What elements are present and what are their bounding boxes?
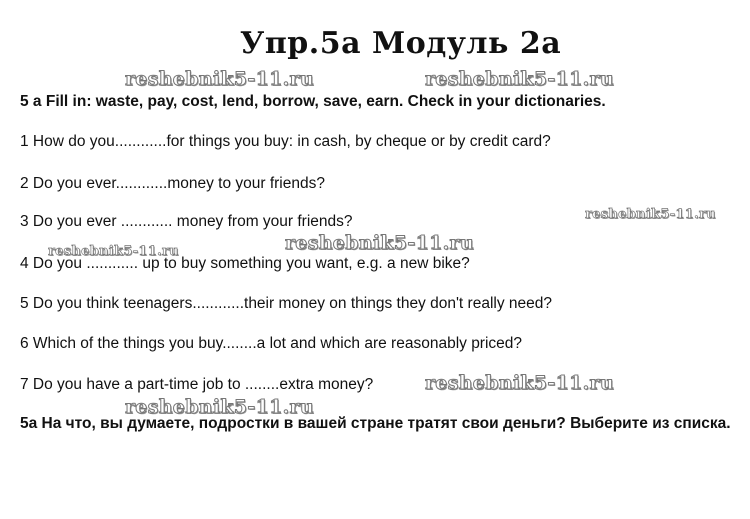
exercise-task-ru: 5a На что, вы думаете, подростки в вашей стране тратят свои деньги? Выберите из списка. [20,415,731,432]
question-7: 7 Do you have a part-time job to ........extra money? [20,376,374,393]
question-4: 4 Do you ............ up to buy something you want, e.g. a new bike? [20,255,470,272]
watermark: reshebnik5-11.ru [48,244,179,259]
watermark: reshebnik5-11.ru [585,207,716,222]
exercise-instruction: 5 a Fill in: waste, pay, cost, lend, borrow, save, earn. Check in your dictionaries. [20,93,606,110]
watermark: reshebnik5-11.ru [125,68,314,90]
watermark: reshebnik5-11.ru [425,372,614,394]
watermark: reshebnik5-11.ru [285,232,474,254]
question-2: 2 Do you ever............money to your friends? [20,175,325,192]
question-1: 1 How do you............for things you buy: in cash, by cheque or by credit card? [20,133,551,150]
question-6: 6 Which of the things you buy........a lot and which are reasonably priced? [20,335,523,352]
watermark: reshebnik5-11.ru [425,68,614,90]
watermark: reshebnik5-11.ru [125,396,314,418]
question-3: 3 Do you ever ............ money from your friends? [20,213,353,230]
page-title: Упр.5a Модуль 2a [240,26,562,61]
question-5: 5 Do you think teenagers............their money on things they don't really need? [20,295,552,312]
